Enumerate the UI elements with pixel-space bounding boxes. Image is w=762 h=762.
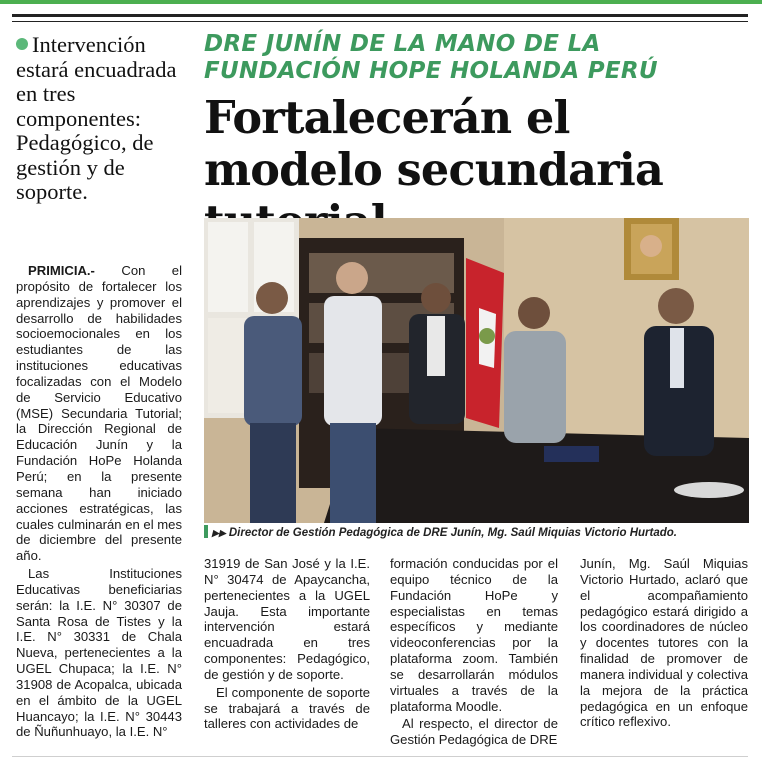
- paragraph: 31919 de San José y la I.E. N° 30474 de Apaycancha, pertenecientes a la UGEL Jauja. Esta importante intervención estará encuadrada en tres componentes: Pedagógico, de gestión y de soporte.: [204, 556, 370, 682]
- article-kicker: DRE JUNÍN DE LA MANO DE LA FUNDACIÓN HOPE HOLANDA PERÚ: [204, 31, 658, 84]
- paragraph: formación conducidas por el equipo técnico de la Fundación HoPe y especialistas en temas específicos y mediante videoconferencias por la plataforma zoom. También se desarrollarán módulos virtuales a través de la plataforma Moodle.: [390, 556, 558, 714]
- paragraph: Las Instituciones Educativas beneficiarias serán: la I.E. N° 30307 de Santa Rosa de Tistes y la I.E. N° 30331 de Chala Nueva, pertenecientes a la UGEL Chupaca; la I.E. N° 31908 de Acopalca, ubicada en el ámbito de la UGEL Huancayo; la I.E. N° 30443 de Ñuñunhuayo, la I.E. N°: [16, 566, 182, 740]
- top-accent-bar: [0, 0, 762, 4]
- sidebar-highlight: [16, 33, 191, 205]
- caption-arrows-icon: ▶▶: [212, 528, 226, 538]
- article-photo: [204, 218, 749, 523]
- photo-caption-text: Director de Gestión Pedagógica de DRE Junín, Mg. Saúl Miquias Victorio Hurtado.: [228, 527, 677, 539]
- header-rule-thin: [12, 21, 748, 22]
- bullet-icon: [16, 38, 28, 50]
- paragraph: El componente de soporte se trabajará a través de talleres con actividades de: [204, 684, 370, 732]
- photo-caption: [204, 525, 749, 541]
- body-column-2: [204, 556, 370, 732]
- paragraph: [16, 263, 182, 564]
- article-headline: Fortalecerán el modelo secundaria: [204, 92, 663, 196]
- bottom-rule: [12, 756, 748, 757]
- body-column-3: [390, 556, 558, 748]
- lead-word: PRIMICIA.-: [28, 263, 95, 278]
- paragraph-text: Con el propósito de fortalecer los aprendizajes y promover el desarrollo de habilidades socioemocionales en los estudiantes de las instituciones educativas focalizadas con el Modelo de Servicio Educativo (MSE) Secundaria Tutorial; la Dirección Regional de Educación Junín y la Fundación HoPe Holanda Perú; en la presente semana han iniciado acciones estratégicas, las cuales culminarán en el mes de diciembre del presente año.: [16, 263, 182, 564]
- body-column-1: [16, 263, 182, 740]
- body-column-4: [580, 556, 748, 730]
- paragraph: Junín, Mg. Saúl Miquias Victorio Hurtado, aclaró que el acompañamiento pedagógico estará dirigido a los coordinadores de núcleo y docentes tutores con la finalidad de promover de manera individual y colectiva la mejora de la práctica pedagógica en un enfoque crítico reflexivo.: [580, 556, 748, 730]
- photo-illustration: [204, 218, 749, 523]
- header-rule-thick: [12, 14, 748, 17]
- sidebar-highlight-text: Intervención estará encuadrada en tres componentes: Pedagógico, de gestión y de soporte.: [16, 32, 177, 204]
- caption-bar-icon: [204, 525, 208, 538]
- paragraph: Al respecto, el director de Gestión Pedagógica de DRE: [390, 716, 558, 748]
